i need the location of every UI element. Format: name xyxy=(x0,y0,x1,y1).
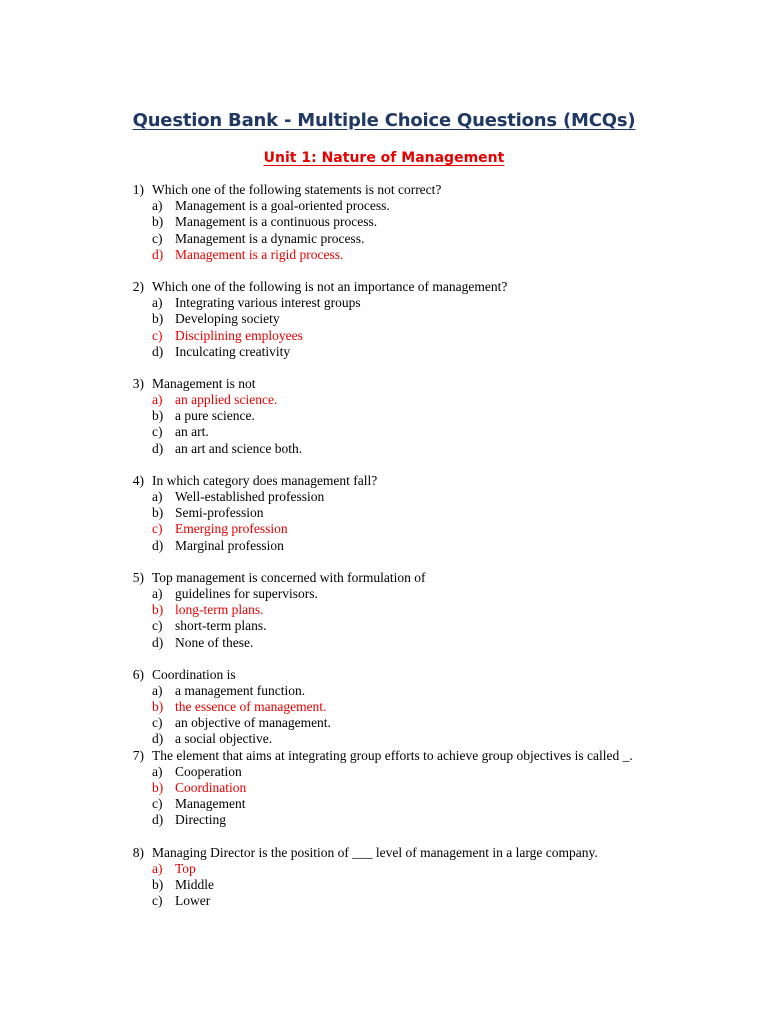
unit-heading: Unit 1: Nature of Management xyxy=(263,150,505,166)
option-c xyxy=(0,618,768,634)
option-letter: a) xyxy=(152,585,163,601)
option-text: Management is a rigid process. xyxy=(175,246,344,262)
question-text: Coordination is xyxy=(152,666,236,682)
option-letter: b) xyxy=(152,408,164,424)
question-number: 4) xyxy=(132,472,144,488)
option-letter: a) xyxy=(152,295,163,311)
question-text: The element that aims at integrating group efforts to achieve group objectives is called _. xyxy=(152,747,633,763)
option-text: Management is a continuous process. xyxy=(175,214,378,230)
question-item xyxy=(0,748,768,829)
option-b xyxy=(0,214,768,230)
option-text: an applied science. xyxy=(175,392,278,408)
option-letter: d) xyxy=(152,537,164,553)
question-item xyxy=(0,376,768,457)
option-text: Developing society xyxy=(175,311,280,327)
option-c xyxy=(0,231,768,247)
option-letter: d) xyxy=(152,246,164,262)
option-text: Marginal profession xyxy=(175,537,284,553)
option-text: Management is a dynamic process. xyxy=(175,230,365,246)
option-c-correct-answer xyxy=(0,328,768,344)
option-letter: a) xyxy=(152,860,163,876)
option-letter: d) xyxy=(152,440,164,456)
option-text: Disciplining employees xyxy=(175,327,303,343)
option-letter: c) xyxy=(152,715,163,731)
option-letter: a) xyxy=(152,682,163,698)
option-letter: b) xyxy=(152,699,164,715)
option-text: Emerging profession xyxy=(175,521,288,537)
question-item xyxy=(0,845,768,910)
option-letter: c) xyxy=(152,521,163,537)
option-a-correct-answer xyxy=(0,392,768,408)
question-item xyxy=(0,667,768,748)
option-letter: c) xyxy=(152,618,163,634)
option-text: Lower xyxy=(175,893,211,909)
question-text: Top management is concerned with formulation of xyxy=(152,569,426,585)
question-item xyxy=(0,473,768,554)
option-text: Middle xyxy=(175,876,214,892)
question-number: 1) xyxy=(132,182,144,197)
option-letter: b) xyxy=(152,214,164,230)
option-text: a social objective. xyxy=(175,731,273,747)
question-number: 8) xyxy=(132,844,144,860)
option-letter: a) xyxy=(152,763,163,779)
option-b-correct-answer xyxy=(0,602,768,618)
question-text: Which one of the following is not an importance of management? xyxy=(152,278,508,294)
option-letter: c) xyxy=(152,424,163,440)
option-letter: b) xyxy=(152,780,164,796)
option-text: an art. xyxy=(175,424,209,440)
document-title: Question Bank - Multiple Choice Questions (MCQs) xyxy=(132,110,636,131)
option-a xyxy=(0,764,768,780)
option-text: Inculcating creativity xyxy=(175,343,291,359)
option-c xyxy=(0,424,768,440)
option-letter: c) xyxy=(152,230,163,246)
option-text: an art and science both. xyxy=(175,440,303,456)
option-b xyxy=(0,311,768,327)
option-letter: a) xyxy=(152,392,163,408)
option-d xyxy=(0,441,768,457)
option-d xyxy=(0,731,768,747)
option-a xyxy=(0,586,768,602)
option-d-correct-answer xyxy=(0,247,768,263)
question-number: 3) xyxy=(132,375,144,391)
option-b-correct-answer xyxy=(0,780,768,796)
question-number: 6) xyxy=(132,666,144,682)
option-d xyxy=(0,538,768,554)
option-letter: b) xyxy=(152,602,164,618)
option-text: Semi-profession xyxy=(175,505,264,521)
option-letter: a) xyxy=(152,489,163,504)
option-letter: d) xyxy=(152,634,164,650)
option-a xyxy=(0,295,768,311)
option-a-correct-answer xyxy=(0,861,768,877)
option-c xyxy=(0,796,768,812)
question-number: 7) xyxy=(132,747,144,763)
option-text: Management xyxy=(175,796,246,812)
option-b xyxy=(0,505,768,521)
option-letter: b) xyxy=(152,876,164,892)
option-text: Cooperation xyxy=(175,763,242,779)
option-d xyxy=(0,812,768,828)
option-c xyxy=(0,893,768,909)
question-text: In which category does management fall? xyxy=(152,472,378,488)
option-text: Integrating various interest groups xyxy=(175,295,361,311)
option-text: an objective of management. xyxy=(175,715,331,731)
option-text: None of these. xyxy=(175,634,254,650)
question-text: Management is not xyxy=(152,375,256,391)
option-text: short-term plans. xyxy=(175,618,267,634)
option-letter: b) xyxy=(152,311,164,327)
question-item xyxy=(0,182,768,263)
option-letter: a) xyxy=(152,198,163,214)
option-a xyxy=(0,683,768,699)
option-letter: d) xyxy=(152,812,164,828)
option-text: long-term plans. xyxy=(175,602,264,618)
option-letter: c) xyxy=(152,893,163,909)
question-text: Which one of the following statements is not correct? xyxy=(152,182,442,197)
option-text: the essence of management. xyxy=(175,699,327,715)
question-list xyxy=(0,182,768,925)
question-item xyxy=(0,279,768,360)
option-c-correct-answer xyxy=(0,521,768,537)
question-text: Managing Director is the position of ___ level of management in a large company. xyxy=(152,844,598,860)
option-a xyxy=(0,198,768,214)
option-text: a pure science. xyxy=(175,408,255,424)
question-item xyxy=(0,570,768,651)
option-b xyxy=(0,408,768,424)
option-text: Management is a goal-oriented process. xyxy=(175,198,390,214)
option-text: a management function. xyxy=(175,682,306,698)
option-text: Coordination xyxy=(175,780,247,796)
question-number: 5) xyxy=(132,569,144,585)
question-number: 2) xyxy=(132,278,144,294)
option-c xyxy=(0,715,768,731)
option-text: Well-established profession xyxy=(175,489,325,504)
option-d xyxy=(0,344,768,360)
option-text: guidelines for supervisors. xyxy=(175,585,318,601)
option-letter: d) xyxy=(152,343,164,359)
option-letter: c) xyxy=(152,796,163,812)
option-text: Directing xyxy=(175,812,226,828)
option-letter: c) xyxy=(152,327,163,343)
option-d xyxy=(0,635,768,651)
option-b xyxy=(0,877,768,893)
option-letter: d) xyxy=(152,731,164,747)
option-b-correct-answer xyxy=(0,699,768,715)
option-letter: b) xyxy=(152,505,164,521)
option-a xyxy=(0,489,768,505)
option-text: Top xyxy=(175,860,196,876)
